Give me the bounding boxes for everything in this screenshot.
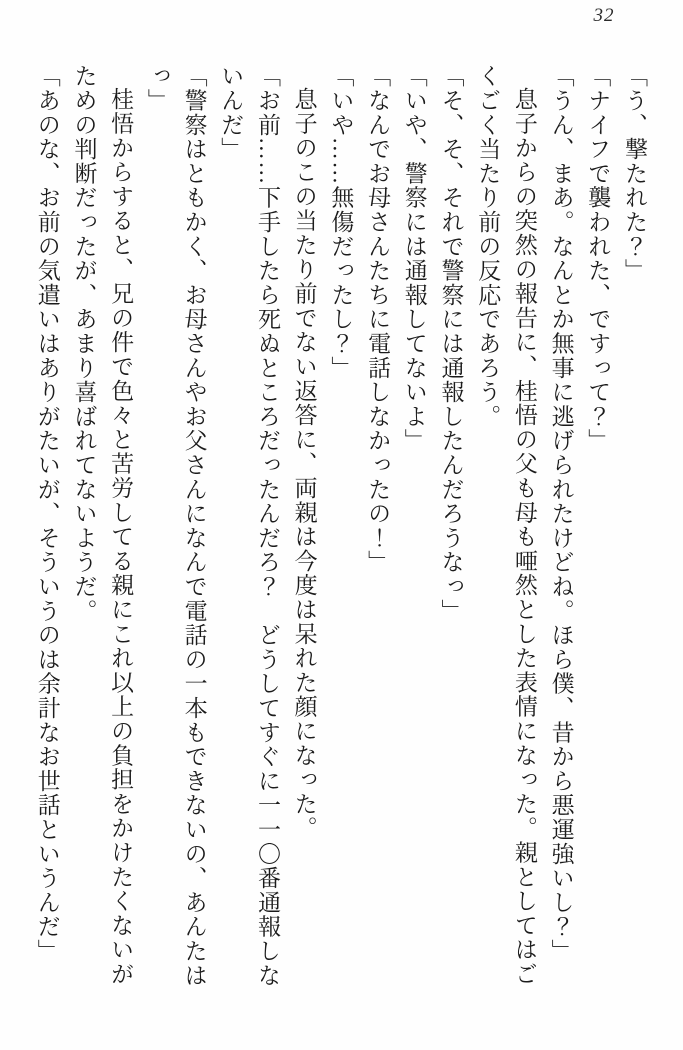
dialogue-line: 「警察はともかく、お母さんやお父さんになんで電話の一本もできないの、あんたはっ」	[144, 64, 207, 988]
dialogue-line: 「なんでお母さんたちに電話しなかったの！」	[365, 64, 391, 575]
page-number: 32	[593, 5, 615, 26]
dialogue-line: 「いや、警察には通報してないよ」	[401, 64, 427, 453]
narration-paragraph: 息子からの突然の報告に、桂悟の父も母も唖然とした表情になった。親としてはごくごく当たり前の反応であろう。	[475, 64, 537, 987]
dialogue-line: 「う、撃たれた？」	[622, 64, 647, 283]
dialogue-line: 「お前……下手したら死ぬところだったんだろ？ どうしてすぐに一一〇番通報しないんだ」	[218, 64, 280, 988]
dialogue-line: 「あのな、お前の気遣いはありがたいが、そういうのは余計なお世話というんだ」	[34, 64, 60, 964]
page-text-block	[26, 64, 652, 1005]
dialogue-line: 「うん、まあ。なんとか無事に逃げられたけどね。ほら僕、昔から悪運強いし？」	[548, 64, 574, 964]
narration-paragraph: 息子のこの当たり前でない返答に、両親は今度は呆れた顔になった。	[291, 87, 317, 841]
narration-paragraph: 桂悟からすると、兄の件で色々と苦労してる親にこれ以上の負担をかけたくないがための判断だったが、あまり喜ばれてないようだ。	[71, 64, 134, 987]
dialogue-line: 「そ、そ、それで警察には通報したんだろうなっ」	[438, 64, 464, 623]
dialogue-line: 「ナイフで襲われた、ですって？」	[585, 64, 611, 453]
dialogue-line: 「いや……無傷だったし？」	[328, 64, 354, 380]
